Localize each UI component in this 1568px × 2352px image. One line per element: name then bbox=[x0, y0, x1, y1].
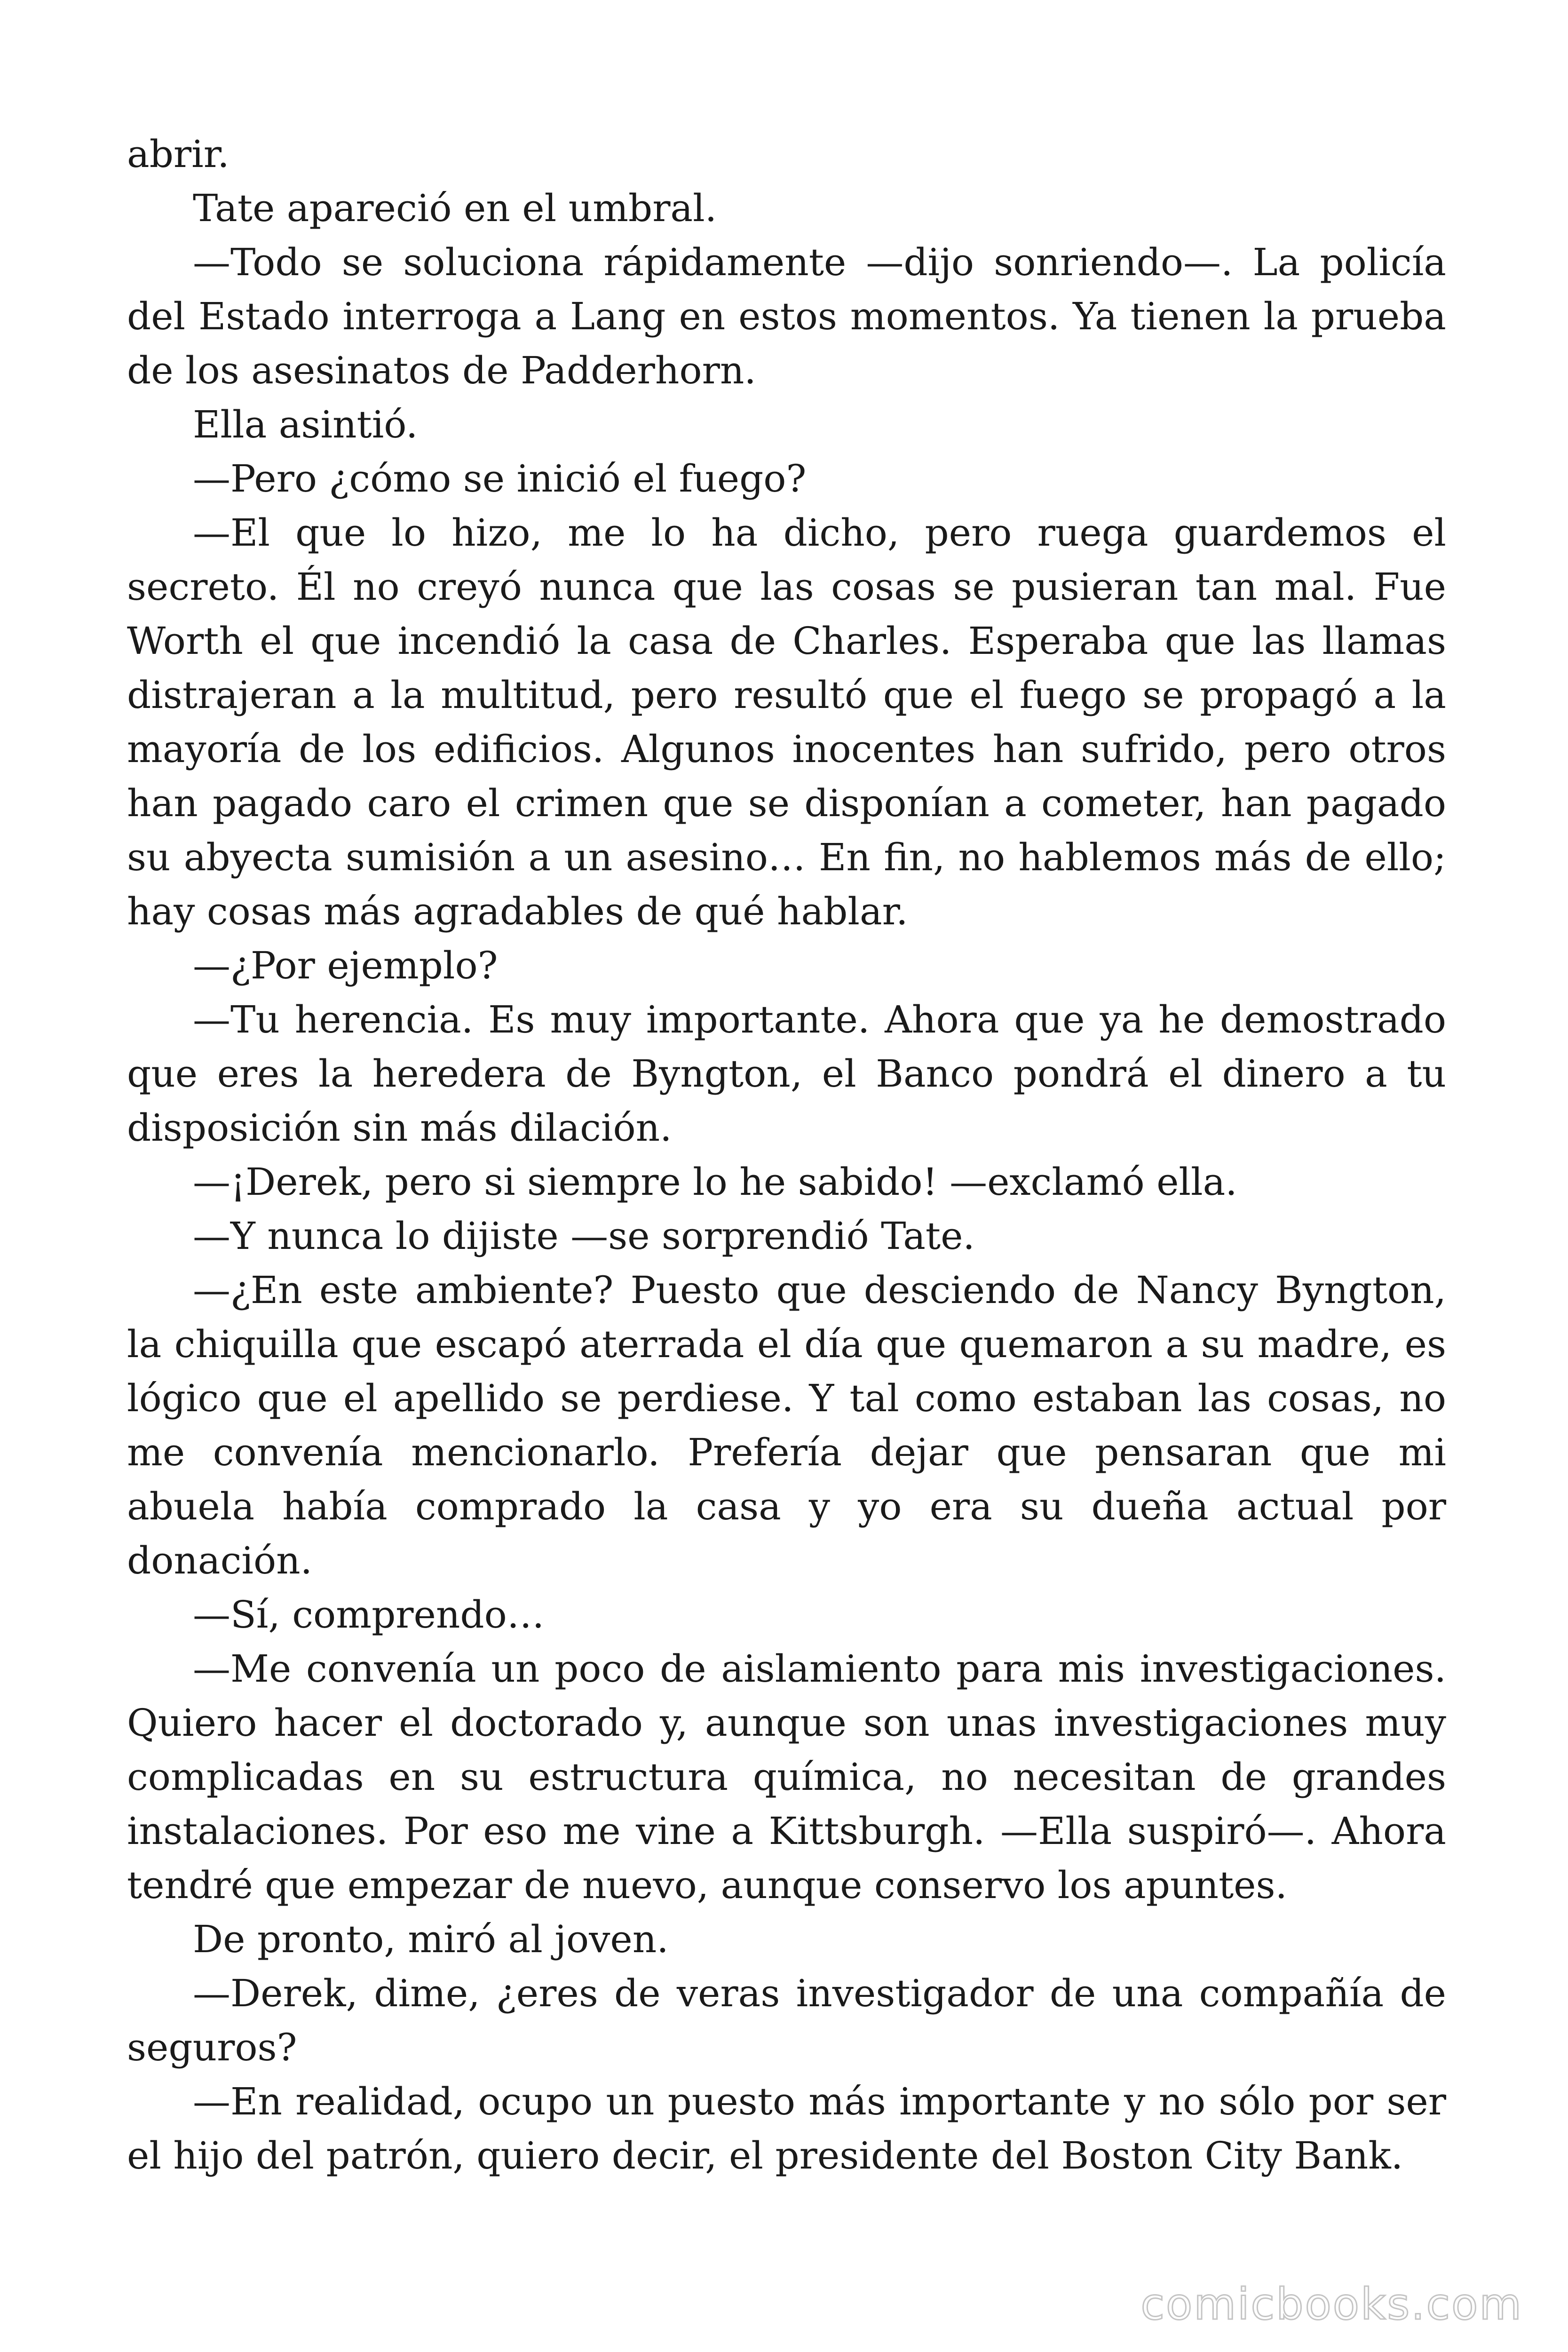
paragraph: —Y nunca lo dijiste —se sorprendió Tate. bbox=[193, 1214, 975, 1258]
paragraph: —Me convenía un poco de aislamiento para mis investigaciones. Quiero hacer el doctorado y, aunque son unas investigaciones muy complicadas en su estructura química, no necesitan de grandes instalaciones. Por eso me vine a Kittsburgh. —Ella suspiró—. Ahora tendré que empezar de nuevo, aunque conservo los apuntes. bbox=[127, 1647, 1446, 1907]
paragraph: —Derek, dime, ¿eres de veras investigador de una compañía de seguros? bbox=[127, 1971, 1446, 2069]
paragraph: —En realidad, ocupo un puesto más importante y no sólo por ser el hijo del patrón, quiero decir, el presidente del Boston City Bank. bbox=[127, 2080, 1446, 2177]
paragraph: Tate apareció en el umbral. bbox=[193, 186, 717, 230]
book-page-text bbox=[127, 127, 1446, 2183]
paragraph: —Tu herencia. Es muy importante. Ahora que ya he demostrado que eres la heredera de Byngton, el Banco pondrá el dinero a tu disposición sin más dilación. bbox=[127, 998, 1446, 1150]
paragraph: —El que lo hizo, me lo ha dicho, pero ruega guardemos el secreto. Él no creyó nunca que las cosas se pusieran tan mal. Fue Worth el que incendió la casa de Charles. Esperaba que las llamas distrajeran a la multitud, pero resultó que el fuego se propagó a la mayoría de los edificios. Algunos inocentes han sufrido, pero otros han pagado caro el crimen que se disponían a cometer, han pagado su abyecta sumisión a un asesino… En fin, no hablemos más de ello; hay cosas más agradables de qué hablar. bbox=[127, 511, 1446, 933]
paragraph: —¿Por ejemplo? bbox=[193, 944, 498, 987]
paragraph: Ella asintió. bbox=[193, 403, 418, 446]
paragraph: —Sí, comprendo… bbox=[193, 1593, 545, 1637]
paragraph: —¿En este ambiente? Puesto que desciendo de Nancy Byngton, la chiquilla que escapó aterrada el día que quemaron a su madre, es lógico que el apellido se perdiese. Y tal como estaban las cosas, no me convenía mencionarlo. Prefería dejar que pensaran que mi abuela había comprado la casa y yo era su dueña actual por donación. bbox=[127, 1268, 1446, 1582]
paragraph: De pronto, miró al joven. bbox=[193, 1917, 669, 1961]
paragraph: —Todo se soluciona rápidamente —dijo sonriendo—. La policía del Estado interroga a Lang en estos momentos. Ya tienen la prueba de los asesinatos de Padderhorn. bbox=[127, 240, 1446, 392]
paragraph: —Pero ¿cómo se inició el fuego? bbox=[193, 457, 807, 501]
paragraph: —¡Derek, pero si siempre lo he sabido! —exclamó ella. bbox=[193, 1160, 1237, 1204]
paragraph: abrir. bbox=[127, 132, 230, 176]
watermark: comicbooks.com bbox=[1140, 2279, 1523, 2329]
